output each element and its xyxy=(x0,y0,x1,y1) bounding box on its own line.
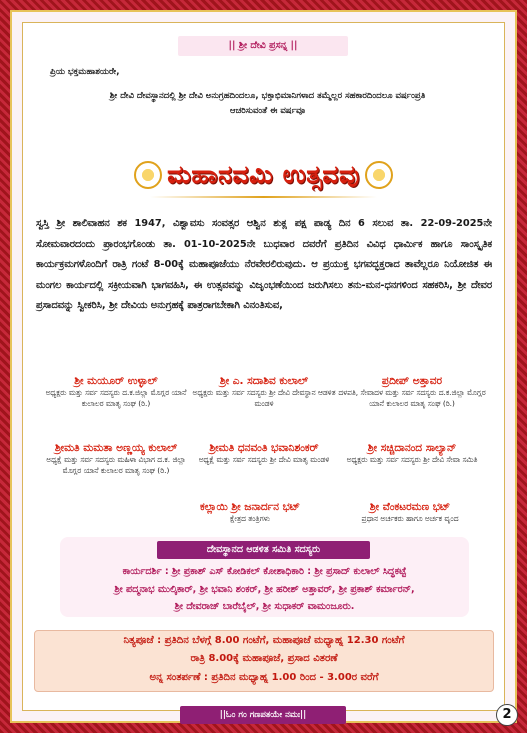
header-blessing-tag: || ಶ್ರೀ ದೇವಿ ಪ್ರಸನ್ನ || xyxy=(178,36,348,56)
committee-line: ಕಾರ್ಯದರ್ಶಿ : ಶ್ರೀ ಪ್ರಕಾಶ್ ಎಸ್ ಕೋಡಿಕಲ್ ಕೋಶಾಧಿಕಾರಿ : ಶ್ರೀ ಪ್ರಸಾದ್ ಕುಲಾಲ್ ಸಿದ್ಧಕಟ್ಟೆ xyxy=(122,566,407,577)
person-block xyxy=(36,374,196,409)
invitation-body: ಸ್ವಸ್ತಿ ಶ್ರೀ ಶಾಲಿವಾಹನ ಶಕ 1947, ವಿಶ್ವಾವಸು ಸಂವತ್ಸರ ಆಶ್ವಿನ ಶುಕ್ಲ ಪಕ್ಷ ಪಾಡ್ಯ ದಿನ 6 ಸಲುವ ತಾ. 22-09-2025ನೇ ಸೋಮವಾರದಂದು ಪ್ರಾರಂಭಗೊಂಡು ತಾ. 01-10-2025ನೇ ಬುಧವಾರ ದವರೆಗೆ ಪ್ರತಿದಿನ ವಿವಿಧ ಧಾರ್ಮಿಕ ಹಾಗೂ ಸಾಂಸ್ಕೃತಿಕ ಕಾರ್ಯಕ್ರಮಗಳೊಂದಿಗೆ ರಾತ್ರಿ ಗಂಟೆ 8-00ಕ್ಕೆ ಮಹಾಪೂಜೆಯು ನೆರವೇರಲಿರುವುದು. ಆ ಪ್ರಯುಕ್ತ ಭಗವದ್ಭಕ್ತರಾದ ತಾವೆಲ್ಲರೂ ನಿಯೋಜಿತ ಈ ಮಂಗಲ ಕಾರ್ಯದಲ್ಲಿ ಸಕ್ರೀಯವಾಗಿ ಭಾಗವಹಿಸಿ, ಈ ಉತ್ಸವವನ್ನು ವಿಜೃಂಭಣೆಯಿಂದ ಜರುಗಿಸಲು ತನು-ಮನ-ಧನಗಳಿಂದ ಸಹಕರಿಸಿ, ಶ್ರೀ ದೇವರ ಪ್ರಸಾದವನ್ನು ಸ್ವೀಕರಿಸಿ, ಶ್ರೀ ದೇವಿಯ ಅನುಗ್ರಹಕ್ಕೆ ಪಾತ್ರರಾಗಬೇಕಾಗಿ ವಿನಂತಿಸುವ, xyxy=(36,218,492,311)
person-name: ಶ್ರೀಮತಿ ಮಮತಾ ಅಣ್ಣಯ್ಯ ಕುಲಾಲ್ xyxy=(54,442,178,454)
person-name: ಶ್ರೀ ಸಚ್ಚಿದಾನಂದ ಸಾಲ್ಯಾನ್ xyxy=(367,442,457,454)
person-block xyxy=(184,441,344,466)
person-name: ಕಲ್ಲಾಯಿ ಶ್ರೀ ಜನಾರ್ದನ ಭಟ್ xyxy=(199,501,301,513)
title-banner xyxy=(140,152,387,198)
person-name: ಶ್ರೀ ವೆಂಕಟರಮಣ ಭಟ್ xyxy=(369,501,451,513)
title-underline xyxy=(150,196,377,198)
person-block xyxy=(332,374,492,409)
person-block xyxy=(36,441,196,476)
intro-paragraph: ಶ್ರೀ ದೇವಿ ದೇವಸ್ಥಾನದಲ್ಲಿ ಶ್ರೀ ದೇವಿ ಅನುಗ್ರಹದಿಂದಲೂ, ಭಕ್ತಾಭಿಮಾನಿಗಳಾದ ತಮ್ಮೆಲ್ಲರ ಸಹಕಾರದಿಂದಲೂ ವರ್ಷಂಪ್ರತಿ ಆಚರಿಸುವಂತೆ ಈ ವರ್ಷವೂ xyxy=(109,91,426,116)
committee-line: ಶ್ರೀ ಪದ್ಮನಾಭ ಮುಲ್ಕಿಕಾರ್, ಶ್ರೀ ಭವಾನಿ ಶಂಕರ್, ಶ್ರೀ ಹರೀಶ್ ಅತ್ತಾವರ್, ಶ್ರೀ ಪ್ರಕಾಶ್ ಕರ್ಮಾರನ್, xyxy=(114,583,415,595)
page-number: 2 xyxy=(496,704,518,726)
schedule-line: ನಿತ್ಯಪೂಜೆ : ಪ್ರತಿದಿನ ಬೆಳಗ್ಗೆ 8.00 ಗಂಟೆಗೆ, ಮಹಾಪೂಜೆ ಮಧ್ಯಾಹ್ನ 12.30 ಗಂಟೆಗೆ xyxy=(123,635,405,646)
person-role: ಕ್ಷೇತ್ರದ ತಂತ್ರಿಗಳು xyxy=(229,514,271,523)
person-name: ಪ್ರದೀಪ್ ಅತ್ತಾವರ xyxy=(381,375,443,387)
person-role: ದಳಪತಿ, ಸೇವಾದಳ ಮತ್ತು ಸರ್ವ ಸದಸ್ಯರು ದ.ಕ.ಜಿಲ್ಲಾ ಮೊಗ್ಲರ ಯಾನೆ ಕುಲಾಲರ ಮಾತೃ ಸಂಘ (ರಿ.) xyxy=(338,388,486,408)
person-name: ಶ್ರೀಮತಿ ಧನವಂತಿ ಭವಾನಿಶಂಕರ್ xyxy=(209,442,319,454)
person-name: ಶ್ರೀ ಮಯೂರ್ ಉಳ್ಳಾಲ್ xyxy=(74,375,158,387)
person-role: ಅಧ್ಯಕ್ಷೆ ಮತ್ತು ಸರ್ವ ಸದಸ್ಯರು ಮಹಿಳಾ ವಿಭಾಗ ದ.ಕ. ಜಿಲ್ಲಾ ಮೊಗ್ಲರ ಯಾನೆ ಕುಲಾಲರ ಮಾತೃ ಸಂಘ (ರಿ.) xyxy=(46,455,186,475)
schedule-line: ಅನ್ನ ಸಂತರ್ಪಣೆ : ಪ್ರತಿದಿನ ಮಧ್ಯಾಹ್ನ 1.00 ರಿಂದ - 3.00ರ ವರೆಗೆ xyxy=(149,672,379,683)
person-block xyxy=(170,500,330,525)
person-role: ಅಧ್ಯಕ್ಷೆ ಮತ್ತು ಸರ್ವ ಸದಸ್ಯರು ಶ್ರೀ ದೇವಿ ಮಾತೃ ಮಂಡಳಿ xyxy=(198,455,330,464)
committee-line: ಶ್ರೀ ದೇವರಾಜ್ ಬಾರೆಬೈಲ್, ಶ್ರೀ ಸುಧಾಕರ್ ವಾಮಂಜೂರು. xyxy=(174,601,355,612)
salutation: ಪ್ರಿಯ ಭಕ್ತಮಹಾಶಯರೇ, xyxy=(50,67,120,77)
right-ornament-icon xyxy=(365,161,393,189)
person-role: ಅಧ್ಯಕ್ಷರು ಮತ್ತು ಸರ್ವ ಸದಸ್ಯರು ದ.ಕ.ಜಿಲ್ಲಾ ಮೊಗ್ಲರ ಯಾನೆ ಕುಲಾಲರ ಮಾತೃ ಸಂಘ (ರಿ.) xyxy=(45,388,187,408)
footer-mantra: ||ಓಂ ಗಂ ಗಣಪತಯೇ ನಮಃ|| xyxy=(180,706,346,724)
person-role: ಅಧ್ಯಕ್ಷರು ಮತ್ತು ಸರ್ವ ಸದಸ್ಯರು ಶ್ರೀ ದೇವಿ ದೇವಸ್ಥಾನ ಆಡಳಿತ ಮಂಡಳಿ xyxy=(192,388,336,408)
left-ornament-icon xyxy=(134,161,162,189)
person-block xyxy=(184,374,344,409)
committee-members xyxy=(68,563,461,616)
person-name: ಶ್ರೀ ಎ. ಸದಾಶಿವ ಕುಲಾಲ್ xyxy=(219,375,309,387)
schedule-line: ರಾತ್ರಿ 8.00ಕ್ಕೆ ಮಹಾಪೂಜೆ, ಪ್ರಸಾದ ವಿತರಣೆ xyxy=(190,653,338,664)
committee-heading: ದೇವಸ್ಥಾನದ ಆಡಳಿತ ಸಮಿತಿ ಸದಸ್ಯರು xyxy=(157,541,370,559)
person-block xyxy=(332,441,492,466)
person-role: ಪ್ರಧಾನ ಅರ್ಚಕರು ಹಾಗೂ ಅರ್ಚಕ ವೃಂದ xyxy=(361,514,459,523)
person-block xyxy=(330,500,490,525)
person-role: ಅಧ್ಯಕ್ಷರು ಮತ್ತು ಸರ್ವ ಸದಸ್ಯರು ಶ್ರೀ ದೇವಿ ಸೇವಾ ಸಮಿತಿ xyxy=(346,455,478,464)
page-title: ಮಹಾನವಮಿ ಉತ್ಸವವು xyxy=(167,160,360,189)
